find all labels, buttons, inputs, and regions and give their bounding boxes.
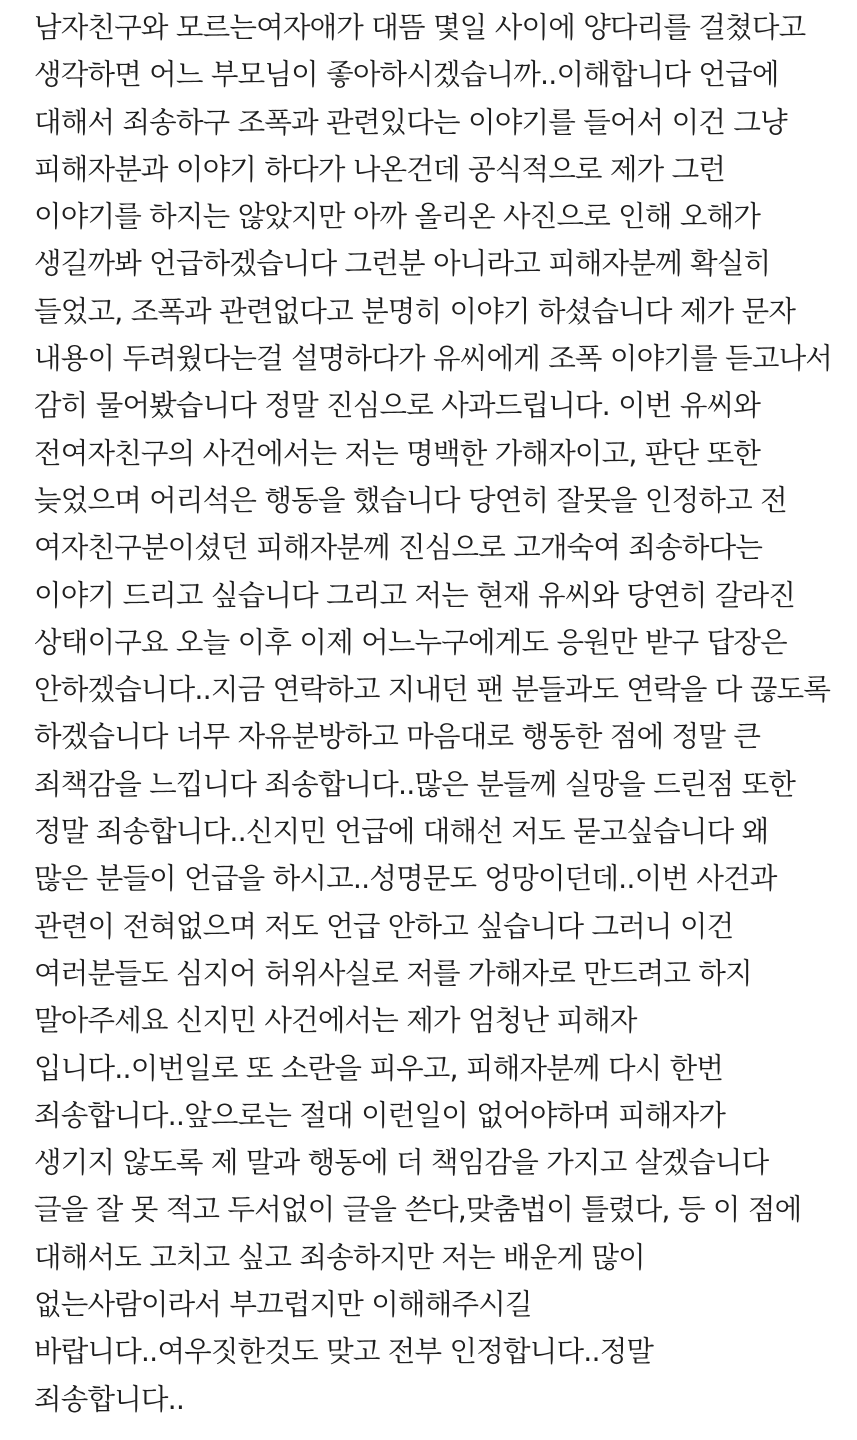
note-line: 대해서 죄송하구 조폭과 관련있다는 이야기를 들어서 이건 그냥 xyxy=(34,105,787,139)
note-line: 말아주세요 신지민 사건에서는 제가 엄청난 피해자 xyxy=(34,1004,637,1038)
note-line: 생기지 않도록 제 말과 행동에 더 책임감을 가지고 살겠습니다 xyxy=(34,1146,769,1180)
note-line: 이야기를 하지는 않았지만 아까 올리온 사진으로 인해 오해가 xyxy=(34,200,761,234)
note-line: 늦었으며 어리석은 행동을 했습니다 당연히 잘못을 인정하고 전 xyxy=(34,483,787,517)
note-line: 들었고, 조폭과 관련없다고 분명히 이야기 하셨습니다 제가 문자 xyxy=(34,294,796,328)
note-text-body xyxy=(34,0,849,1423)
note-line: 내용이 두려웠다는걸 설명하다가 유씨에게 조폭 이야기를 듣고나서 xyxy=(34,342,833,376)
note-line: 전여자친구의 사건에서는 저는 명백한 가해자이고, 판단 또한 xyxy=(34,436,761,470)
note-line: 남자친구와 모르는여자애가 대뜸 몇일 사이에 양다리를 걸쳤다고 xyxy=(34,11,806,44)
note-line: 정말 죄송합니다..신지민 언급에 대해선 저도 묻고싶습니다 왜 xyxy=(34,815,769,849)
note-line: 여러분들도 심지어 허위사실로 저를 가해자로 만드려고 하지 xyxy=(34,956,752,990)
note-line: 죄책감을 느낍니다 죄송합니다..많은 분들께 실망을 드린점 또한 xyxy=(34,767,796,801)
note-line: 상태이구요 오늘 이후 이제 어느누구에게도 응원만 받구 답장은 xyxy=(34,625,787,659)
note-line: 하겠습니다 너무 자유분방하고 마음대로 행동한 점에 정말 큰 xyxy=(34,720,761,754)
note-line: 피해자분과 이야기 하다가 나온건데 공식적으로 제가 그런 xyxy=(34,152,726,186)
note-line: 여자친구분이셨던 피해자분께 진심으로 고개숙여 죄송하다는 xyxy=(34,531,763,565)
note-line: 글을 잘 못 적고 두서없이 글을 쓴다,맞춤법이 틀렸다, 등 이 점에 xyxy=(34,1193,802,1227)
note-line: 죄송합니다..앞으로는 절대 이런일이 없어야하며 피해자가 xyxy=(34,1098,726,1132)
note-line: 없는사람이라서 부끄럽지만 이해해주시길 xyxy=(34,1288,532,1322)
note-line: 관련이 전혀없으며 저도 언급 안하고 싶습니다 그러니 이건 xyxy=(34,909,734,943)
note-line: 생길까봐 언급하겠습니다 그런분 아니라고 피해자분께 확실히 xyxy=(34,247,771,281)
note-line: 죄송합니다.. xyxy=(34,1382,185,1416)
note-line: 바랍니다..여우짓한것도 맞고 전부 인정합니다..정말 xyxy=(34,1335,654,1369)
note-line: 많은 분들이 언급을 하시고..성명문도 엉망이던데..이번 사건과 xyxy=(34,862,777,896)
note-line: 생각하면 어느 부모님이 좋아하시겠습니까..이해합니다 언급에 xyxy=(34,58,779,92)
note-line: 안하겠습니다..지금 연락하고 지내던 팬 분들과도 연락을 다 끊도록 xyxy=(34,673,831,707)
note-line: 입니다..이번일로 또 소란을 피우고, 피해자분께 다시 한번 xyxy=(34,1051,724,1085)
note-line: 감히 물어봤습니다 정말 진심으로 사과드립니다. 이번 유씨와 xyxy=(34,389,761,423)
note-line: 대해서도 고치고 싶고 죄송하지만 저는 배운게 많이 xyxy=(34,1240,645,1274)
note-line: 이야기 드리고 싶습니다 그리고 저는 현재 유씨와 당연히 갈라진 xyxy=(34,578,796,612)
